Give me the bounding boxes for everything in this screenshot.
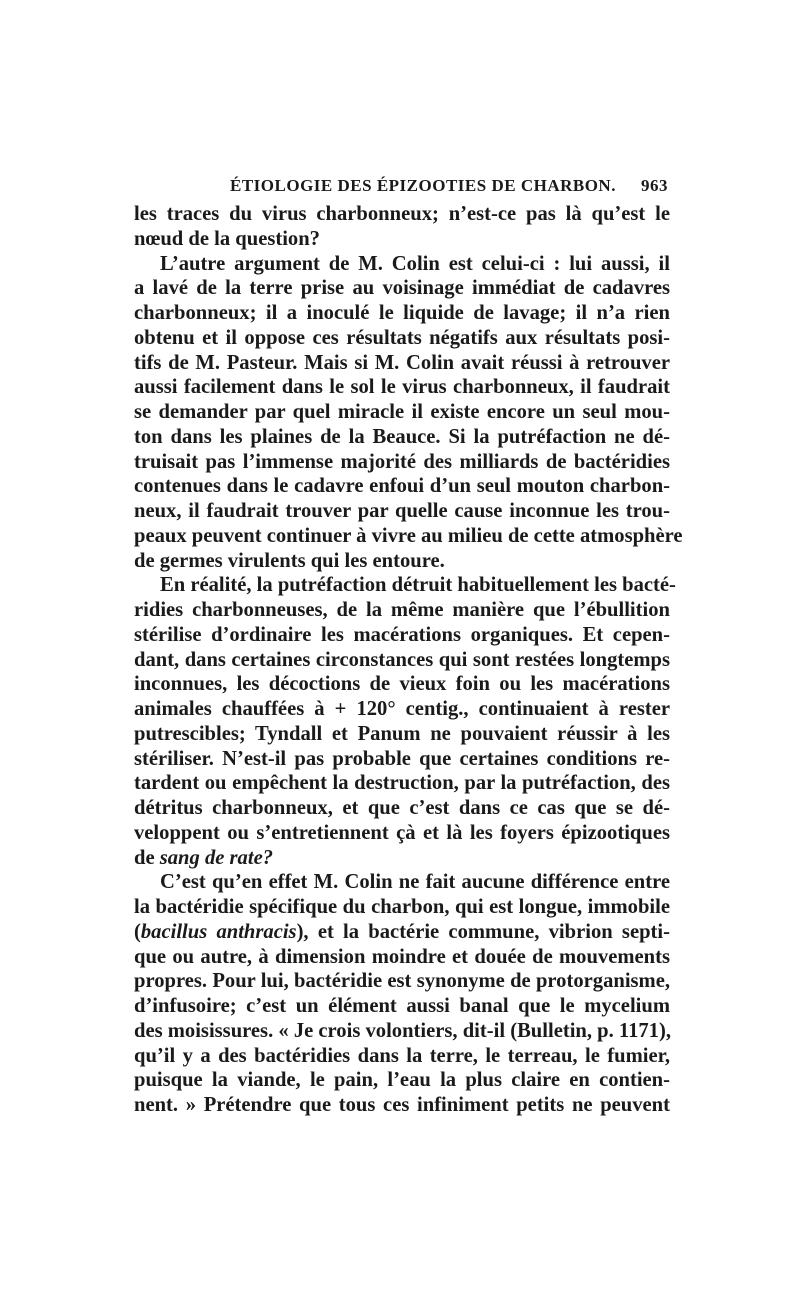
text-line: ridies charbonneuses, de la même manière que l’ébullition (134, 599, 670, 621)
text-line: que ou autre, à dimension moindre et douée de mouvements (134, 945, 670, 968)
text-line: peaux peuvent continuer à vivre au milieu de cette atmosphère (134, 524, 683, 547)
running-head (134, 170, 670, 202)
text-line: L’autre argument de M. Colin est celui-ci : lui aussi, il (160, 252, 670, 275)
book-page (134, 170, 683, 1118)
paren-open: ( (134, 920, 141, 943)
text-line: détritus charbonneux, et que c’est dans ce cas que se dé- (134, 797, 670, 819)
text-line: d’infusoire; c’est un élément aussi banal que le mycelium (134, 995, 670, 1017)
line-rest: ), et la bactérie commune, vibrion septi- (296, 920, 670, 943)
text-line: inconnues, les décoctions de vieux foin ou les macérations (134, 673, 670, 696)
italic-term: bacillus anthracis (140, 920, 297, 943)
text-line: animales chauffées à + 120° centig., continuaient à rester (134, 698, 670, 720)
text-line: la bactéridie spécifique du charbon, qui est longue, immobile (134, 896, 670, 918)
text-line: propres. Pour lui, bactéridie est synonyme de protorganisme, (134, 970, 670, 993)
text-line: dant, dans certaines circonstances qui sont restées longtemps (134, 648, 670, 671)
text-line: neux, il faudrait trouver par quelle cause inconnue les trou- (134, 500, 670, 522)
body-text (134, 202, 683, 1118)
text-line: des moisissures. « Je crois volontiers, dit-il (Bulletin, p. 1171), (134, 1019, 671, 1042)
text-line: En réalité, la putréfaction détruit habituellement les bacté- (160, 574, 676, 597)
text-line-italic-end (134, 846, 670, 871)
paragraph-2 (134, 252, 683, 574)
text-line: tifs de M. Pasteur. Mais si M. Colin avait réussi à retrouver (134, 351, 670, 374)
text-line: veloppent ou s’entretiennent çà et là les foyers épizootiques (134, 821, 670, 844)
paragraph-3 (134, 573, 676, 870)
text-line: tardent ou empêchent la destruction, par la putréfaction, des (134, 772, 670, 795)
text-line: truisait pas l’immense majorité des milliards de bactéridies (134, 450, 670, 473)
text-line: de germes virulents qui les entoure. (134, 549, 445, 572)
text-line: ton dans les plaines de la Beauce. Si la putréfaction ne dé- (134, 425, 670, 448)
text-line: aussi facilement dans le sol le virus charbonneux, il faudrait (134, 376, 670, 399)
text-line: stérilise d’ordinaire les macérations organiques. Et cepen- (134, 623, 670, 646)
text-line: les traces du virus charbonneux; n’est-ce pas là qu’est le (134, 203, 670, 225)
line-prefix: de (134, 846, 160, 869)
text-line: C’est qu’en effet M. Colin ne fait aucune différence entre (160, 871, 670, 894)
text-line-italic (134, 920, 670, 945)
paragraph-1 (134, 202, 670, 252)
running-title: ÉTIOLOGIE DES ÉPIZOOTIES DE CHARBON. (230, 176, 616, 195)
page-number: 963 (641, 176, 668, 195)
text-line: contenues dans le cadavre enfoui d’un seul mouton charbon- (134, 475, 670, 498)
paragraph-4 (134, 870, 670, 1118)
text-line: puisque la viande, le pain, l’eau la plus claire en contien- (134, 1069, 670, 1092)
text-line: nent. » Prétendre que tous ces infiniment petits ne peuvent (134, 1094, 670, 1116)
text-line: a lavé de la terre prise au voisinage immédiat de cadavres (134, 277, 670, 300)
text-line: putrescibles; Tyndall et Panum ne pouvaient réussir à les (134, 722, 670, 745)
text-line: nœud de la question? (134, 227, 320, 250)
text-line: obtenu et il oppose ces résultats négatifs aux résultats posi- (134, 326, 670, 349)
text-line: qu’il y a des bactéridies dans la terre, le terreau, le fumier, (134, 1044, 670, 1067)
text-line: se demander par quel miracle il existe encore un seul mou- (134, 401, 670, 423)
text-line: stériliser. N’est-il pas probable que certaines conditions re- (134, 747, 670, 770)
italic-term: sang de rate? (159, 846, 274, 869)
text-line: charbonneux; il a inoculé le liquide de lavage; il n’a rien (134, 302, 670, 324)
